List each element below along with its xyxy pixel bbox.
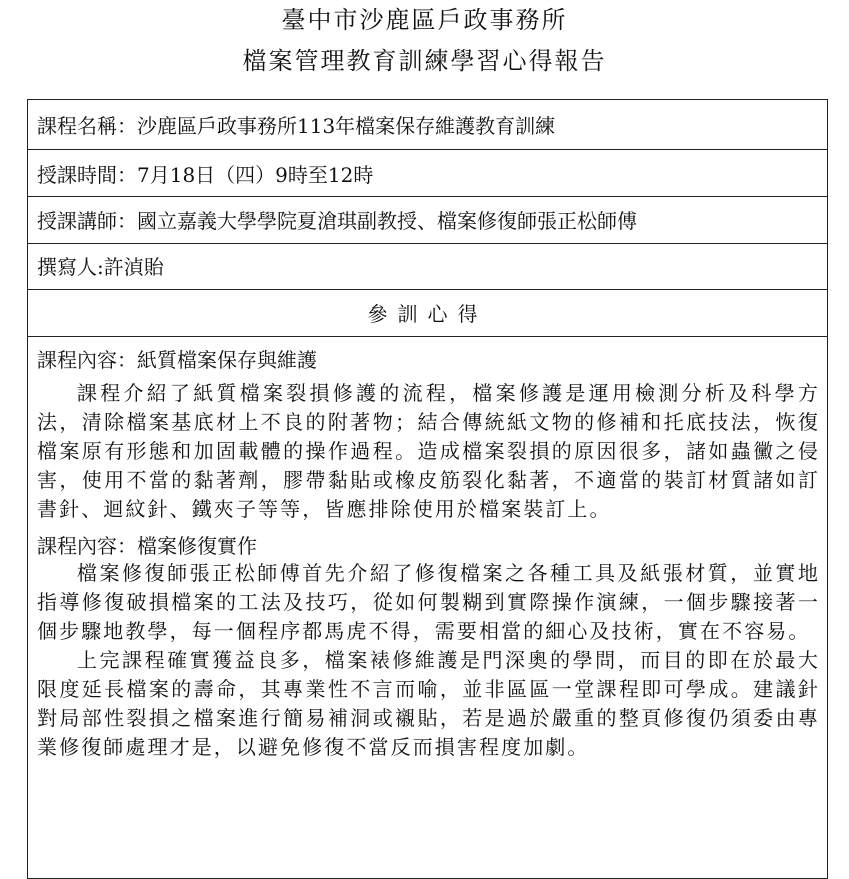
writer-text: 撰寫人:許湞貽: [37, 255, 164, 279]
course-name-row: [28, 100, 827, 149]
content-cell: [28, 336, 827, 762]
content-heading-2: 課程內容：檔案修復實作: [37, 534, 257, 558]
class-time-text: 授課時間：7月18日（四）9時至12時: [37, 163, 374, 187]
instructor-row: [28, 196, 827, 243]
content-paragraph-1: 課程介紹了紙質檔案裂損修護的流程，檔案修護是運用檢測分析及科學方法，清除檔案基底材上不良的附著物；結合傳統紙文物的修補和托底技法，恢復檔案原有形態和加固載體的操作過程。造成檔案裂損的原因很多，諸如蟲黴之侵害，使用不當的黏著劑，膠帶黏貼或橡皮筋裂化黏著，不適當的裝訂材質諸如訂書針、迴紋針、鐵夾子等等，皆應排除使用於檔案裝訂上。: [37, 381, 820, 521]
content-heading-1: 課程內容：紙質檔案保存與維護: [37, 348, 317, 372]
section-title: 參訓心得: [367, 302, 488, 326]
instructor-text: 授課講師：國立嘉義大學學院夏滄琪副教授、檔案修復師張正松師傅: [37, 209, 637, 233]
content-paragraph-2: 檔案修復師張正松師傅首先介紹了修復檔案之各種工具及紙張材質，並實地指導修復破損檔案的工法及技巧，從如何製糊到實際操作演練，一個步驟接著一個步驟地教學，每一個程序都馬虎不得，需要相當的細心及技術，實在不容易。: [37, 561, 820, 643]
writer-row: [28, 243, 827, 289]
section-title-row: [28, 289, 827, 336]
content-paragraph-3: 上完課程確實獲益良多，檔案裱修維護是門深奧的學問，而目的即在於最大限度延長檔案的壽命，其專業性不言而喻，並非區區一堂課程即可學成。建議針對局部性裂損之檔案進行簡易補洞或襯貼，若是過於嚴重的整頁修復仍須委由專業修復師處理才是，以避免修復不當反而損害程度加劇。: [37, 648, 820, 759]
class-time-row: [28, 149, 827, 196]
document-subtitle: 檔案管理教育訓練學習心得報告: [242, 47, 607, 75]
document-title: 臺中市沙鹿區戶政事務所: [281, 6, 568, 34]
course-name-text: 課程名稱：沙鹿區戶政事務所113年檔案保存維護教育訓練: [37, 114, 556, 138]
report-table: [27, 99, 828, 879]
